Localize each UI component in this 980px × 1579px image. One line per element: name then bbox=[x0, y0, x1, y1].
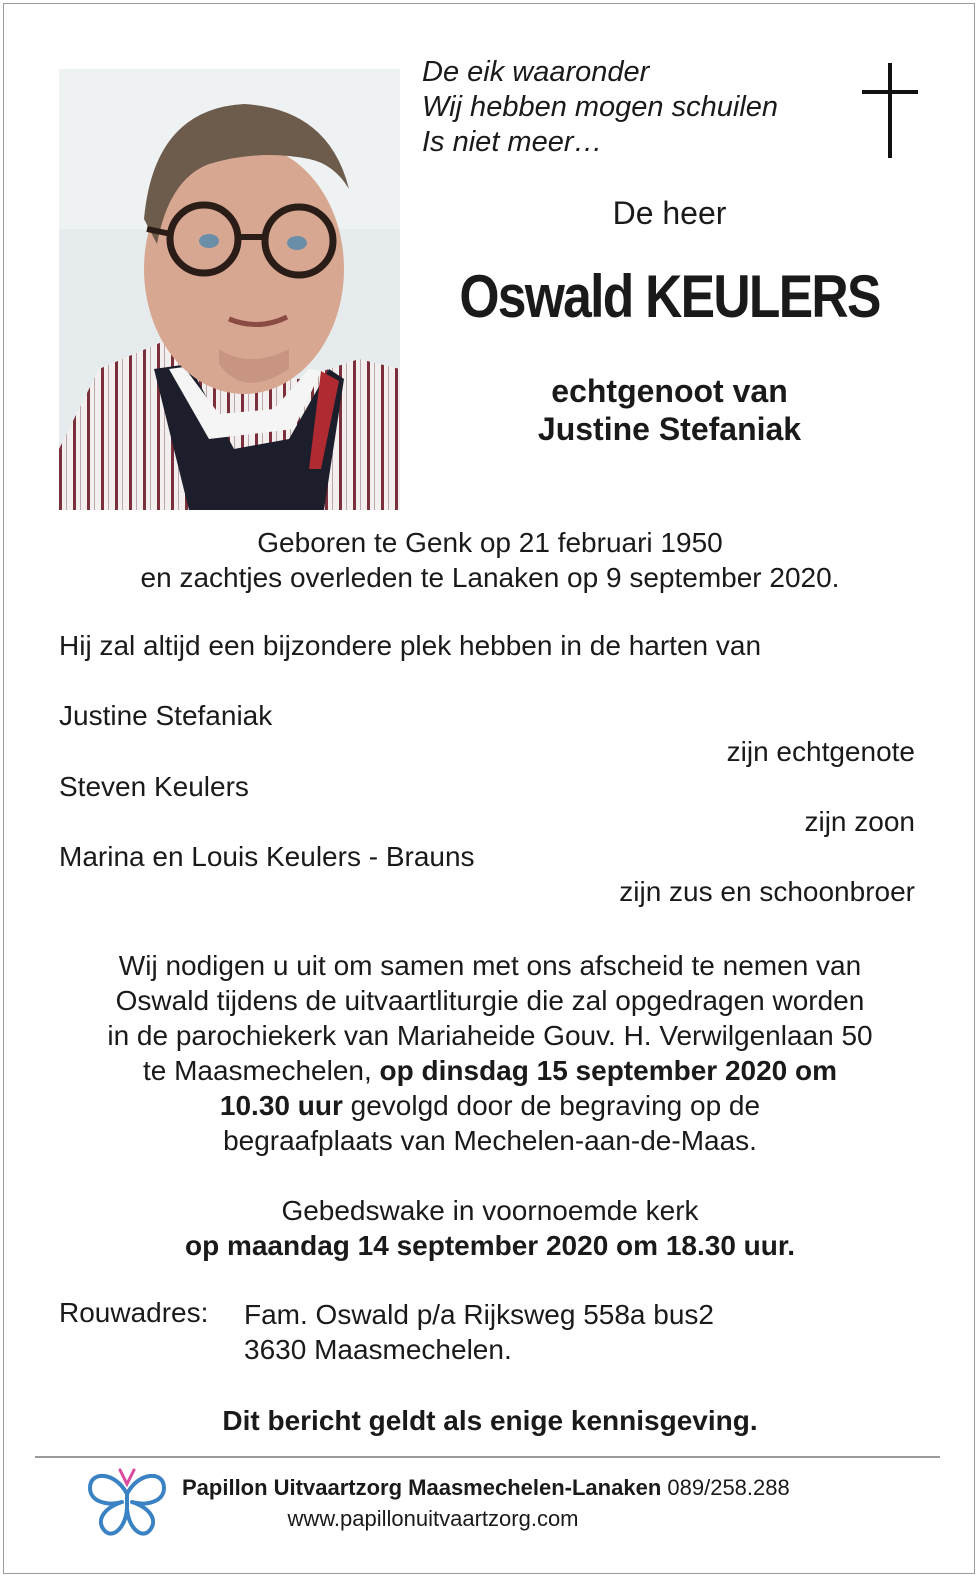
funeral-home-phone: 089/258.288 bbox=[667, 1475, 790, 1500]
invitation-line: begraafplaats van Mechelen-aan-de-Maas. bbox=[223, 1125, 757, 1156]
funeral-date: op dinsdag 15 september 2020 om bbox=[379, 1055, 838, 1086]
relative-relation: zijn zoon bbox=[804, 806, 915, 837]
portrait-photo bbox=[59, 69, 400, 510]
address-line: 3630 Maasmechelen. bbox=[244, 1334, 512, 1365]
invitation-line bbox=[0, 1053, 980, 1088]
spouse-line: echtgenoot van bbox=[551, 373, 788, 409]
quote-line: Wij hebben mogen schuilen bbox=[422, 91, 779, 123]
invitation-line: Wij nodigen u uit om samen met ons afscheid te nemen van bbox=[118, 950, 862, 981]
address-line: Fam. Oswald p/a Rijksweg 558a bus2 bbox=[244, 1299, 714, 1330]
funeral-home-name: Papillon Uitvaartzorg Maasmechelen-Lanaken bbox=[182, 1475, 662, 1500]
life-dates bbox=[0, 525, 980, 595]
relative-relation: zijn echtgenote bbox=[726, 736, 915, 767]
relative-name: Justine Stefaniak bbox=[59, 700, 273, 731]
quote-line: Is niet meer… bbox=[422, 126, 603, 158]
mourning-address bbox=[244, 1297, 714, 1367]
relative-name: Marina en Louis Keulers - Brauns bbox=[59, 841, 475, 872]
footer-divider bbox=[35, 1456, 940, 1458]
salutation: De heer bbox=[612, 195, 727, 231]
death-line: en zachtjes overleden te Lanaken op 9 september 2020. bbox=[140, 562, 840, 593]
vigil-line: Gebedswake in voornoemde kerk bbox=[281, 1195, 699, 1226]
invitation-line: Oswald tijdens de uitvaartliturgie die zal opgedragen worden bbox=[115, 985, 865, 1016]
cross-icon bbox=[862, 63, 918, 158]
funeral-time: 10.30 uur bbox=[219, 1090, 343, 1121]
spouse-name: Justine Stefaniak bbox=[537, 411, 802, 447]
invitation-line: in de parochiekerk van Mariaheide Gouv. H. Verwilgenlaan 50 bbox=[107, 1020, 873, 1051]
spouse-block bbox=[422, 372, 917, 448]
funeral-invitation bbox=[0, 948, 980, 1158]
relative-name: Steven Keulers bbox=[59, 771, 249, 802]
invitation-text: te Maasmechelen, bbox=[142, 1055, 380, 1086]
invitation-text: gevolgd door de begraving op de bbox=[342, 1090, 761, 1121]
mourners-intro: Hij zal altijd een bijzondere plek hebben in de harten van bbox=[59, 630, 762, 661]
closing-statement: Dit bericht geldt als enige kennisgeving. bbox=[222, 1405, 758, 1436]
funeral-home-line bbox=[182, 1475, 790, 1501]
memorial-quote bbox=[422, 55, 778, 160]
butterfly-logo-icon bbox=[86, 1464, 168, 1540]
relative-relation: zijn zus en schoonbroer bbox=[619, 876, 915, 907]
funeral-home-website[interactable]: www.papillonuitvaartzorg.com bbox=[287, 1506, 579, 1531]
birth-line: Geboren te Genk op 21 februari 1950 bbox=[257, 527, 723, 558]
portrait-illustration bbox=[59, 69, 400, 510]
address-label: Rouwadres: bbox=[59, 1297, 209, 1328]
vigil-date: op maandag 14 september 2020 om 18.30 uur. bbox=[184, 1230, 796, 1261]
prayer-vigil bbox=[0, 1193, 980, 1263]
deceased-name: Oswald KEULERS bbox=[459, 263, 880, 330]
invitation-line bbox=[0, 1088, 980, 1123]
quote-line: De eik waaronder bbox=[422, 56, 650, 88]
